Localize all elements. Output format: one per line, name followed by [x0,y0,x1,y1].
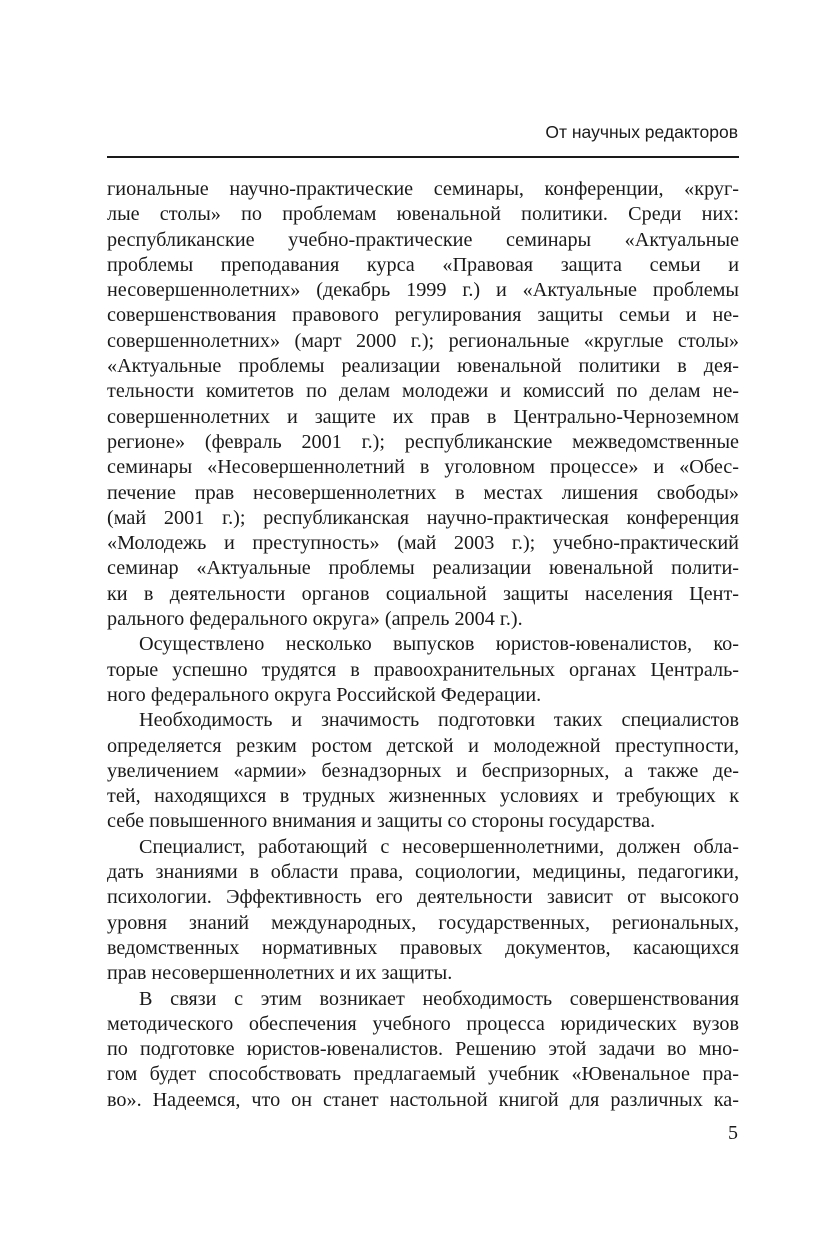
text-line: гиональные научно-практические семинары, конференции, «круг- [107,178,739,200]
text-line: дать знаниями в области права, социологии, медицины, педагогики, [107,861,739,884]
text-line: методического обеспечения учебного процесса юридических вузов [107,1012,739,1035]
text-line: печение прав несовершеннолетних в местах лишения свободы» [107,481,739,504]
paragraph [107,835,739,987]
text-line: В связи с этим возникает необходимость совершенствования [139,987,739,1010]
text-line: во». Надеемся, что он станет настольной книгой для различных ка- [107,1088,739,1111]
text-line: торые успешно трудятся в правоохранительных органах Централь- [107,658,739,681]
header-divider [107,156,739,158]
text-line: рального федерального округа» (апрель 2004 г.). [107,608,523,631]
paragraph [107,708,739,834]
text-line: определяется резким ростом детской и молодежной преступности, [107,734,739,757]
text-line: Осуществлено несколько выпусков юристов-ювеналистов, ко- [139,633,739,656]
text-line: семинар «Актуальные проблемы реализации ювенальной полити- [107,557,739,580]
text-line: (май 2001 г.); республиканская научно-практическая конференция [107,506,739,529]
text-line: ки в деятельности органов социальной защиты населения Цент- [107,582,739,605]
text-line: регионе» (февраль 2001 г.); республиканские межведомственные [107,430,739,453]
text-line: тей, находящихся в трудных жизненных условиях и требующих к [107,785,739,808]
page-number: 5 [728,1122,738,1144]
text-line: по подготовке юристов-ювеналистов. Решению этой задачи во мно- [107,1038,739,1061]
text-line: себе повышенного внимания и защиты со стороны государства. [107,810,656,833]
text-line: увеличением «армии» безнадзорных и беспризорных, а также де- [107,759,739,782]
running-header-title: От научных редакторов [545,122,738,142]
text-line: уровня знаний международных, государственных, региональных, [107,911,739,934]
text-line: совершеннолетних» (март 2000 г.); региональные «круглые столы» [107,329,739,352]
text-line: республиканские учебно-практические семинары «Актуальные [107,228,739,251]
text-line: психологии. Эффективность его деятельности зависит от высокого [107,886,739,909]
text-line: гом будет способствовать предлагаемый учебник «Ювенальное пра- [107,1063,739,1086]
text-line: совершеннолетних и защите их прав в Центрально-Черноземном [107,405,739,428]
paragraph [107,632,739,708]
text-line: Необходимость и значимость подготовки таких специалистов [139,709,739,732]
text-line: «Молодежь и преступность» (май 2003 г.); учебно-практический [107,532,739,555]
paragraph [107,177,739,632]
text-line: несовершеннолетних» (декабрь 1999 г.) и «Актуальные проблемы [107,279,739,302]
text-line: тельности комитетов по делам молодежи и комиссий по делам не- [107,380,739,403]
text-line: проблемы преподавания курса «Правовая защита семьи и [107,253,739,276]
text-line: ведомственных нормативных правовых документов, касающихся [107,936,739,959]
text-line: «Актуальные проблемы реализации ювенальной политики в дея- [107,355,739,378]
text-line: совершенствования правового регулирования защиты семьи и не- [107,304,739,327]
text-line: семинары «Несовершеннолетний в уголовном процессе» и «Обес- [107,456,739,479]
body-text [107,177,739,1113]
text-line: лые столы» по проблемам ювенальной политики. Среди них: [107,203,739,226]
paragraph [107,987,739,1113]
text-line: Специалист, работающий с несовершеннолетними, должен обла- [139,835,739,858]
text-line: ного федерального округа Российской Федерации. [107,683,542,706]
text-line: прав несовершеннолетних и их защиты. [107,962,453,985]
